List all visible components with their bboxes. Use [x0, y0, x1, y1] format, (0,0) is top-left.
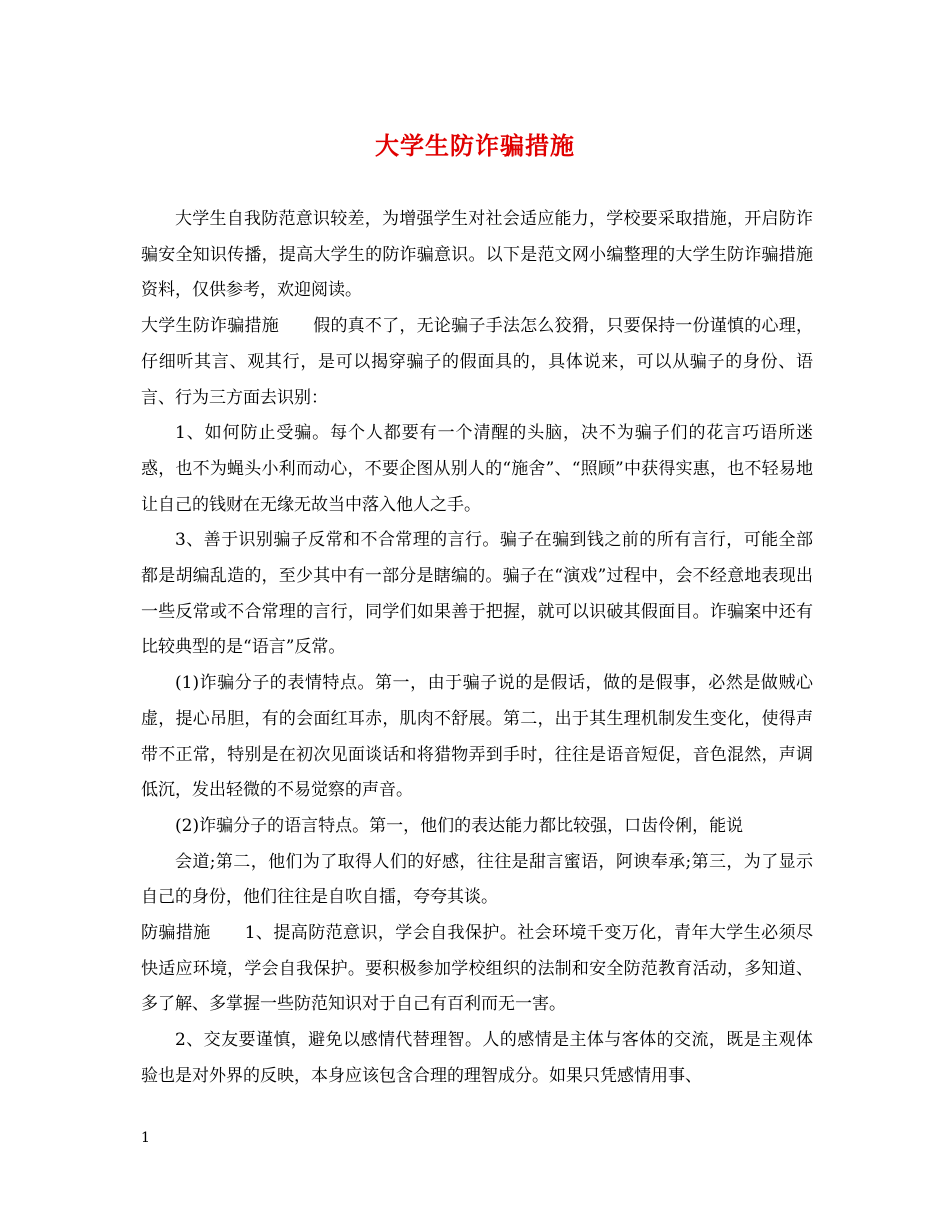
paragraph-item-3	[141, 523, 813, 666]
paragraph-text: (2)诈骗分子的语言特点。第一，他们的表达能力都比较强，口齿伶俐，能说	[175, 815, 744, 836]
paragraph-text: 1、如何防止受骗。每个人都要有一个清醒的头脑，决不为骗子们的花言巧语所迷惑，也不为蝇头小利而动心，不要企图从别人的“施舍”、“照顾”中获得实惠，也不轻易地让自己的钱财在无缘无故当中落入他人之手。	[141, 423, 813, 515]
paragraph-text: 2、交友要谨慎，避免以感情代替理智。人的感情是主体与客体的交流，既是主观体验也是对外界的反映，本身应该包含合理的理智成分。如果只凭感情用事、	[141, 1030, 813, 1086]
paragraph-text: 1、提高防范意识，学会自我保护。社会环境千变万化，青年大学生必须尽快适应环境，学会自我保护。要积极参加学校组织的法制和安全防范教育活动，多知道、多了解、多掌握一些防范知识对于自己有百利而无一害。	[141, 923, 813, 1015]
paragraph-section-prevention	[141, 916, 813, 1023]
paragraph-text: 会道;第二，他们为了取得人们的好感，往往是甜言蜜语，阿谀奉承;第三，为了显示自己的身份，他们往往是自吹自擂，夸夸其谈。	[141, 851, 813, 908]
paragraph-text: 假的真不了，无论骗子手法怎么狡猾，只要保持一份谨慎的心理，仔细听其言、观其行，是可以揭穿骗子的假面具的，具体说来，可以从骗子的身份、语言、行为三方面去识别：	[141, 316, 814, 408]
section-heading: 大学生防诈骗措施	[141, 316, 279, 337]
paragraph-item-2-friends	[141, 1023, 813, 1094]
page-title: 大学生防诈骗措施	[375, 131, 575, 160]
paragraph-text: 大学生自我防范意识较差，为增强学生对社会适应能力，学校要采取措施，开启防诈骗安全知识传播，提高大学生的防诈骗意识。以下是范文网小编整理的大学生防诈骗措施资料，仅供参考，欢迎阅读。	[141, 209, 813, 301]
paragraph-item-1	[141, 416, 813, 523]
paragraph-section-measures	[141, 309, 813, 416]
paragraph-text: (1)诈骗分子的表情特点。第一，由于骗子说的是假话，做的是假事，必然是做贼心虚，提心吊胆，有的会面红耳赤，肌肉不舒展。第二，出于其生理机制发生变化，使得声带不正常，特别是在初次见面谈话和将猎物弄到手时，往往是语音短促，音色混然，声调低沉，发出轻微的不易觉察的声音。	[141, 673, 813, 801]
paragraph-language-traits	[141, 809, 813, 845]
paragraph-text: 3、善于识别骗子反常和不合常理的言行。骗子在骗到钱之前的所有言行，可能全部都是胡编乱造的，至少其中有一部分是瞎编的。骗子在“演戏”过程中，会不经意地表现出一些反常或不合常理的言行，同学们如果善于把握，就可以识破其假面目。诈骗案中还有比较典型的是“语言”反常。	[141, 530, 813, 658]
paragraph-expression-traits	[141, 666, 813, 809]
page-number: 1	[141, 1130, 150, 1146]
document-body	[141, 202, 813, 1095]
paragraph-intro	[141, 202, 813, 309]
paragraph-language-traits-cont	[141, 845, 813, 916]
section-heading: 防骗措施	[141, 923, 211, 944]
